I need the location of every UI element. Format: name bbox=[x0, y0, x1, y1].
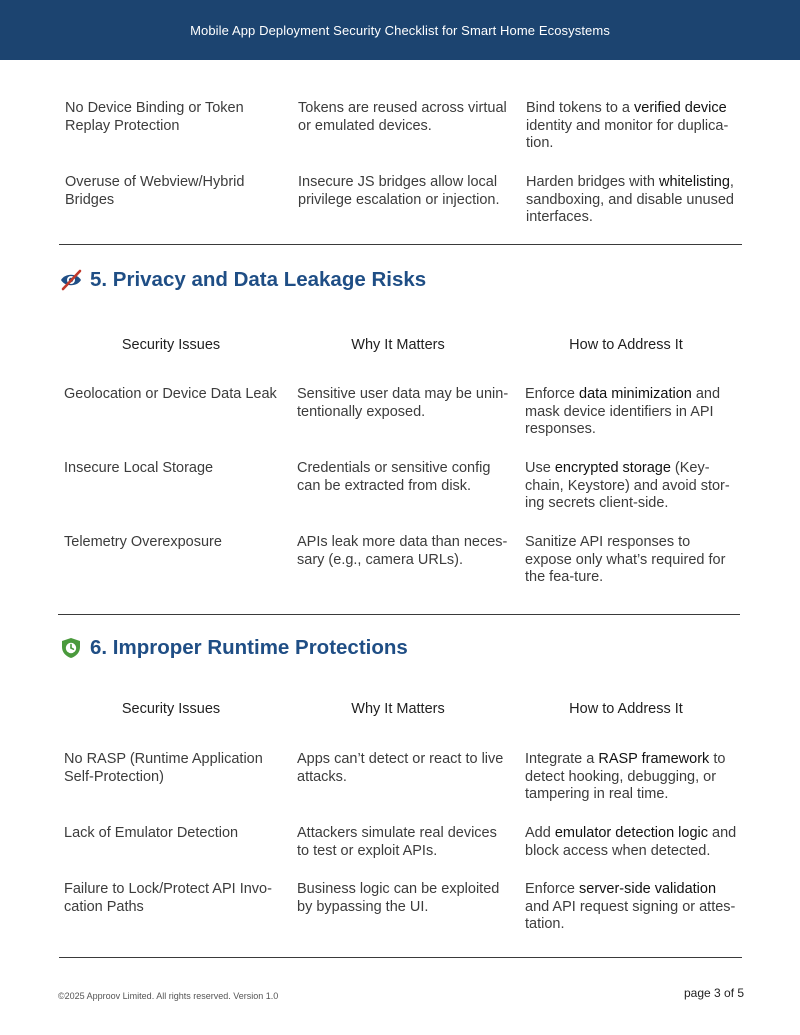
issue-cell: No Device Binding or Token Replay Protection bbox=[65, 100, 244, 134]
issue-cell: Telemetry Overexposure bbox=[64, 534, 222, 550]
highlight-text: emulator detection logic bbox=[554, 825, 708, 841]
section-divider bbox=[59, 957, 742, 958]
copyright-text: ©2025 Approov Limited. All rights reserved. Version 1.0 bbox=[58, 991, 279, 1001]
how-cell: Harden bridges with whitelisting, sandboxing, and disable unused interfaces. bbox=[526, 174, 734, 225]
hidden-eye-icon bbox=[60, 269, 82, 291]
why-cell: Attackers simulate real devices to test or exploit APIs. bbox=[297, 825, 497, 859]
section-divider bbox=[59, 244, 742, 245]
shield-clock-icon bbox=[60, 637, 82, 659]
section-divider bbox=[58, 614, 740, 615]
highlight-text: whitelisting bbox=[659, 174, 730, 190]
why-cell: Tokens are reused across virtual or emulated devices. bbox=[298, 100, 507, 134]
how-cell: Enforce server-side validation and API request signing or attes-tation. bbox=[525, 881, 736, 932]
why-cell: Apps can’t detect or react to live attacks. bbox=[297, 751, 504, 785]
column-header: Why It Matters bbox=[351, 701, 445, 717]
section-title: 6. Improper Runtime Protections bbox=[90, 636, 408, 659]
why-cell: APIs leak more data than neces-sary (e.g., camera URLs). bbox=[297, 534, 508, 568]
issue-cell: Lack of Emulator Detection bbox=[64, 825, 239, 841]
document-title: Mobile App Deployment Security Checklist for Smart Home Ecosystems bbox=[190, 22, 610, 38]
why-cell: Credentials or sensitive config can be extracted from disk. bbox=[297, 460, 491, 494]
column-header: How to Address It bbox=[569, 701, 683, 717]
how-cell: Integrate a RASP framework to detect hooking, debugging, or tampering in real time. bbox=[525, 751, 726, 802]
why-cell: Sensitive user data may be unin-tentionally exposed. bbox=[297, 386, 509, 420]
highlight-text: encrypted storage bbox=[554, 460, 671, 476]
issue-cell: Failure to Lock/Protect API Invo-cation Paths bbox=[64, 881, 272, 915]
page-header bbox=[0, 0, 800, 60]
how-cell: Enforce data minimization and mask device identifiers in API responses. bbox=[525, 386, 721, 437]
column-header: Why It Matters bbox=[351, 337, 445, 353]
why-cell: Insecure JS bridges allow local privilege escalation or injection. bbox=[298, 174, 500, 208]
highlight-text: RASP framework bbox=[598, 751, 710, 767]
column-header: How to Address It bbox=[569, 337, 683, 353]
why-cell: Business logic can be exploited by bypassing the UI. bbox=[297, 881, 500, 915]
how-cell: Add emulator detection logic and block access when detected. bbox=[525, 825, 737, 859]
highlight-text: server-side validation bbox=[579, 881, 717, 897]
section-heading bbox=[60, 268, 426, 292]
section-heading bbox=[60, 636, 408, 660]
highlight-text: verified device bbox=[634, 100, 727, 116]
section-title: 5. Privacy and Data Leakage Risks bbox=[90, 268, 427, 291]
highlight-text: data minimization bbox=[579, 386, 692, 402]
page-number: page 3 of 5 bbox=[684, 986, 745, 1000]
how-cell: Sanitize API responses to expose only what’s required for the fea-ture. bbox=[525, 534, 726, 585]
how-cell: Use encrypted storage (Key-chain, Keystore) and avoid stor-ing secrets client-side. bbox=[525, 460, 730, 511]
column-header: Security Issues bbox=[121, 701, 221, 717]
column-header: Security Issues bbox=[121, 337, 221, 353]
issue-cell: Insecure Local Storage bbox=[64, 460, 214, 476]
issue-cell: No RASP (Runtime Application Self-Protection) bbox=[64, 751, 263, 785]
issue-cell: Overuse of Webview/Hybrid Bridges bbox=[65, 174, 245, 208]
issue-cell: Geolocation or Device Data Leak bbox=[64, 386, 277, 402]
how-cell: Bind tokens to a verified device identity and monitor for duplica-tion. bbox=[526, 100, 729, 151]
